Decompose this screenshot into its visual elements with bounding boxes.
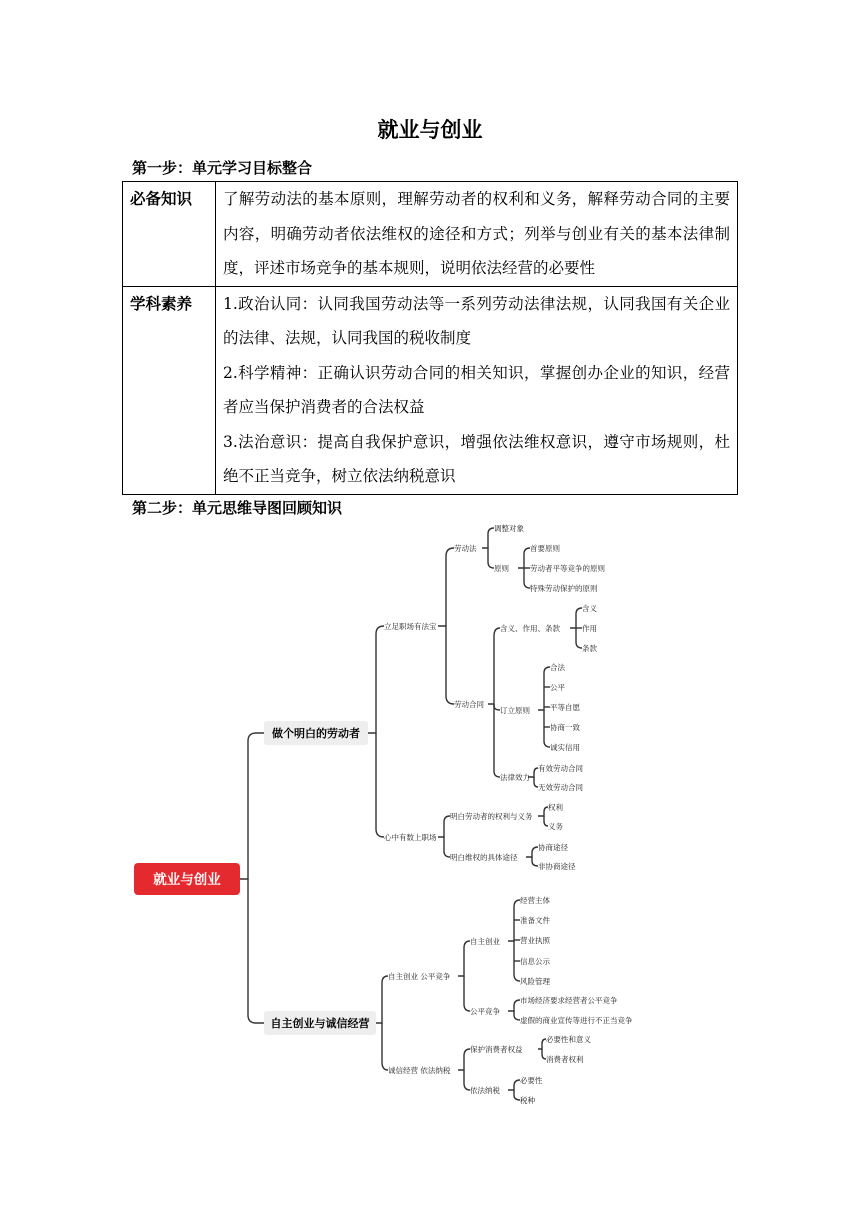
row-body-knowledge xyxy=(216,182,738,287)
node-label: 首要原则 xyxy=(530,544,560,553)
node-label: 营业执照 xyxy=(520,936,550,945)
table-row xyxy=(123,286,738,494)
literacy-item-3: 3.法治意识：提高自我保护意识，增强依法维权意识，遵守市场规则，杜绝不正当竞争，树立依法纳税意识 xyxy=(223,432,730,485)
node-label: 诚信经营 依法纳税 xyxy=(388,1066,451,1075)
node-label: 义务 xyxy=(548,822,563,831)
node-label: 含义、作用、条款 xyxy=(500,624,560,633)
literacy-item-1: 1.政治认同：认同我国劳动法等一系列劳动法律法规，认同我国有关企业的法律、法规，认同我国的税收制度 xyxy=(223,294,730,347)
node-label: 准备文件 xyxy=(520,916,550,925)
node-label: 立足职场有法宝 xyxy=(384,622,437,631)
node-label: 经营主体 xyxy=(520,896,550,905)
branch-label-worker: 做个明白的劳动者 xyxy=(272,727,360,740)
node-label: 心中有数上职场 xyxy=(384,833,437,842)
branch-label-business: 自主创业与诚信经营 xyxy=(270,1017,370,1030)
node-label: 法律效力 xyxy=(500,773,530,782)
node-label: 自主创业 xyxy=(470,937,500,946)
node-label: 明白维权的具体途径 xyxy=(450,853,518,862)
node-label: 必要性 xyxy=(520,1076,543,1085)
table-row xyxy=(123,182,738,287)
node-label: 无效劳动合同 xyxy=(538,783,583,792)
node-label: 消费者权利 xyxy=(546,1055,584,1064)
section-heading-step2: 第二步：单元思维导图回顾知识 xyxy=(132,499,343,517)
node-label: 权利 xyxy=(548,803,563,812)
node-label: 保护消费者权益 xyxy=(470,1045,523,1054)
literacy-item-2: 2.科学精神：正确认识劳动合同的相关知识，掌握创办企业的知识，经营者应当保护消费者的合法权益 xyxy=(223,363,730,416)
page-title: 就业与创业 xyxy=(377,118,483,142)
node-label: 依法纳税 xyxy=(470,1086,500,1095)
node-label: 调整对象 xyxy=(494,524,524,533)
node-label: 劳动法 xyxy=(454,544,477,553)
root-node-label: 就业与创业 xyxy=(153,872,221,888)
knowledge-text: 了解劳动法的基本原则，理解劳动者的权利和义务，解释劳动合同的主要内容，明确劳动者依法维权的途径和方式；列举与创业有关的基本法律制度，评述市场竞争的基本规则，说明依法经营的必要性 xyxy=(223,190,730,277)
mind-map xyxy=(126,518,656,1110)
node-label: 非协商途径 xyxy=(538,862,576,871)
node-label: 劳动者平等竞争的原则 xyxy=(530,564,605,573)
node-label: 公平竞争 xyxy=(470,1007,500,1016)
node-label: 公平 xyxy=(550,683,565,692)
row-head-literacy: 学科素养 xyxy=(123,286,216,494)
node-label: 虚假的商业宣传等进行不正当竞争 xyxy=(520,1016,633,1025)
node-label: 风险管理 xyxy=(520,977,550,986)
node-label: 劳动合同 xyxy=(454,700,484,709)
section-heading-step1: 第一步：单元学习目标整合 xyxy=(132,159,313,177)
node-label: 必要性和意义 xyxy=(546,1035,591,1044)
node-label: 条款 xyxy=(582,644,597,653)
node-label: 含义 xyxy=(582,604,597,613)
node-label: 协商一致 xyxy=(550,723,580,732)
node-label: 信息公示 xyxy=(520,957,550,966)
node-label: 特殊劳动保护的原则 xyxy=(530,584,598,593)
node-label: 合法 xyxy=(550,663,565,672)
node-label: 有效劳动合同 xyxy=(538,764,583,773)
node-label: 平等自愿 xyxy=(550,703,580,712)
row-head-knowledge: 必备知识 xyxy=(123,182,216,287)
node-label: 原则 xyxy=(494,564,509,573)
node-label: 诚实信用 xyxy=(550,743,580,752)
node-label: 市场经济要求经营者公平竞争 xyxy=(520,996,618,1005)
row-body-literacy xyxy=(216,286,738,494)
node-label: 作用 xyxy=(582,624,597,633)
node-label: 税种 xyxy=(520,1096,535,1105)
node-label: 协商途径 xyxy=(538,843,568,852)
node-label: 自主创业 公平竞争 xyxy=(388,972,451,981)
node-label: 订立原则 xyxy=(500,706,530,715)
goals-table xyxy=(122,181,738,495)
node-label: 明白劳动者的权利与义务 xyxy=(450,812,533,821)
